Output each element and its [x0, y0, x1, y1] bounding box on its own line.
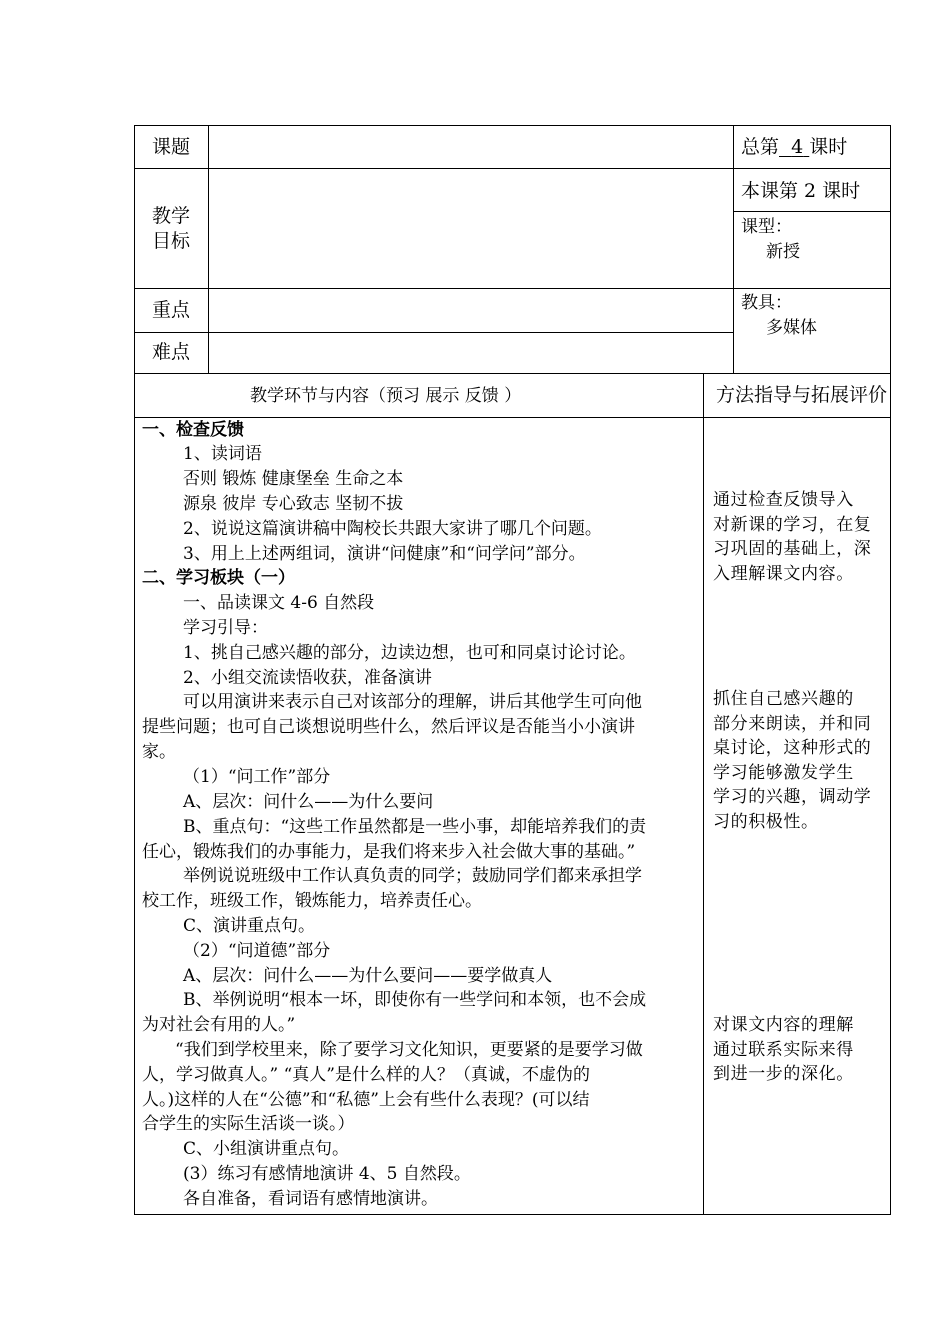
lesson-count: 本课第 2 课时 [741, 180, 861, 202]
content-line: 校工作，班级工作，锻炼能力，培养责任心。 [142, 891, 482, 911]
tools-value: 多媒体 [766, 318, 817, 338]
lesson-type-label: 课型： [741, 217, 792, 237]
content-line: （2）“问道德”部分 [183, 941, 331, 961]
difficulty-label: 难点 [152, 341, 191, 363]
method-note: 抓住自己感兴趣的 部分来朗读，并和同 桌讨论，这种形式的 学习能够激发学生 学习的兴趣，调动学 习的积极性。 [713, 689, 872, 832]
content-line: (3）练习有感情地演讲 4、5 自然段。 [183, 1164, 471, 1184]
key-point-label: 重点 [152, 299, 191, 321]
content-line: 家。 [142, 742, 176, 762]
content-line: 否则 锻炼 健康堡垒 生命之本 [183, 469, 404, 489]
content-line: 1、读词语 [183, 444, 262, 464]
lesson-type-value: 新授 [766, 242, 800, 262]
keti-label: 课题 [152, 136, 191, 158]
content-line: 源泉 彼岸 专心致志 坚韧不拔 [183, 494, 404, 514]
content-line: B、重点句：“这些工作虽然都是一些小事，却能培养我们的责 [183, 817, 647, 837]
content-line: 合学生的实际生活谈一谈。） [142, 1114, 355, 1134]
goal-label-line2: 目标 [152, 230, 191, 252]
total-lessons [741, 135, 847, 159]
content-line: 1、挑自己感兴趣的部分，边读边想，也可和同桌讨论讨论。 [183, 643, 636, 663]
total-prefix: 总第 [741, 136, 780, 158]
content-line: B、举例说明“根本一坏，即使你有一些学问和本领，也不会成 [183, 990, 647, 1010]
content-line: 人。)这样的人在“公德”和“私德”上会有些什么表现？(可以结 [142, 1090, 590, 1110]
content-line: A、层次：问什么——为什么要问 [183, 792, 434, 812]
total-suffix: 课时 [809, 136, 848, 158]
content-column-header: 教学环节与内容（预习 展示 反馈 ） [250, 386, 522, 406]
content-line: A、层次：问什么——为什么要问——要学做真人 [183, 966, 553, 986]
content-line: C、小组演讲重点句。 [183, 1139, 350, 1159]
content-line: C、演讲重点句。 [183, 916, 316, 936]
section-heading: 二、学习板块（一） [142, 568, 295, 588]
content-line: 举例说说班级中工作认真负责的同学；鼓励同学们都来承担学 [183, 866, 642, 886]
content-line: 学习引导： [183, 618, 268, 638]
total-number: 4 [791, 136, 804, 158]
tools-label: 教具： [741, 293, 792, 313]
method-note: 对课文内容的理解 通过联系实际来得 到进一步的深化。 [713, 1015, 854, 1085]
content-line: 2、说说这篇演讲稿中陶校长共跟大家讲了哪几个问题。 [183, 519, 602, 539]
section-heading: 一、检查反馈 [142, 420, 244, 440]
content-line: 可以用演讲来表示自己对该部分的理解，讲后其他学生可向他 [183, 692, 642, 712]
content-line: 为对社会有用的人。” [142, 1015, 296, 1035]
method-column-header: 方法指导与拓展评价 [716, 384, 888, 406]
content-line: （1）“问工作”部分 [183, 767, 331, 787]
content-line: 3、用上上述两组词，演讲“问健康”和“问学问”部分。 [183, 544, 586, 564]
content-line: 一、品读课文 4-6 自然段 [183, 593, 375, 613]
content-line: “我们到学校里来，除了要学习文化知识，更要紧的是要学习做 [175, 1040, 643, 1060]
goal-label-line1: 教学 [152, 205, 191, 227]
content-line: 提些问题；也可自己谈想说明些什么，然后评议是否能当小小演讲 [142, 717, 635, 737]
content-line: 任心，锻炼我们的办事能力，是我们将来步入社会做大事的基础。” [142, 842, 636, 862]
method-note: 通过检查反馈导入 对新课的学习，在复 习巩固的基础上，深 入理解课文内容。 [713, 490, 872, 584]
content-line: 各自准备，看词语有感情地演讲。 [183, 1189, 438, 1209]
content-line: 2、小组交流读悟收获，准备演讲 [183, 668, 432, 688]
content-line: 人，学习做真人。” “真人”是什么样的人？（真诚，不虚伪的 [142, 1065, 590, 1085]
